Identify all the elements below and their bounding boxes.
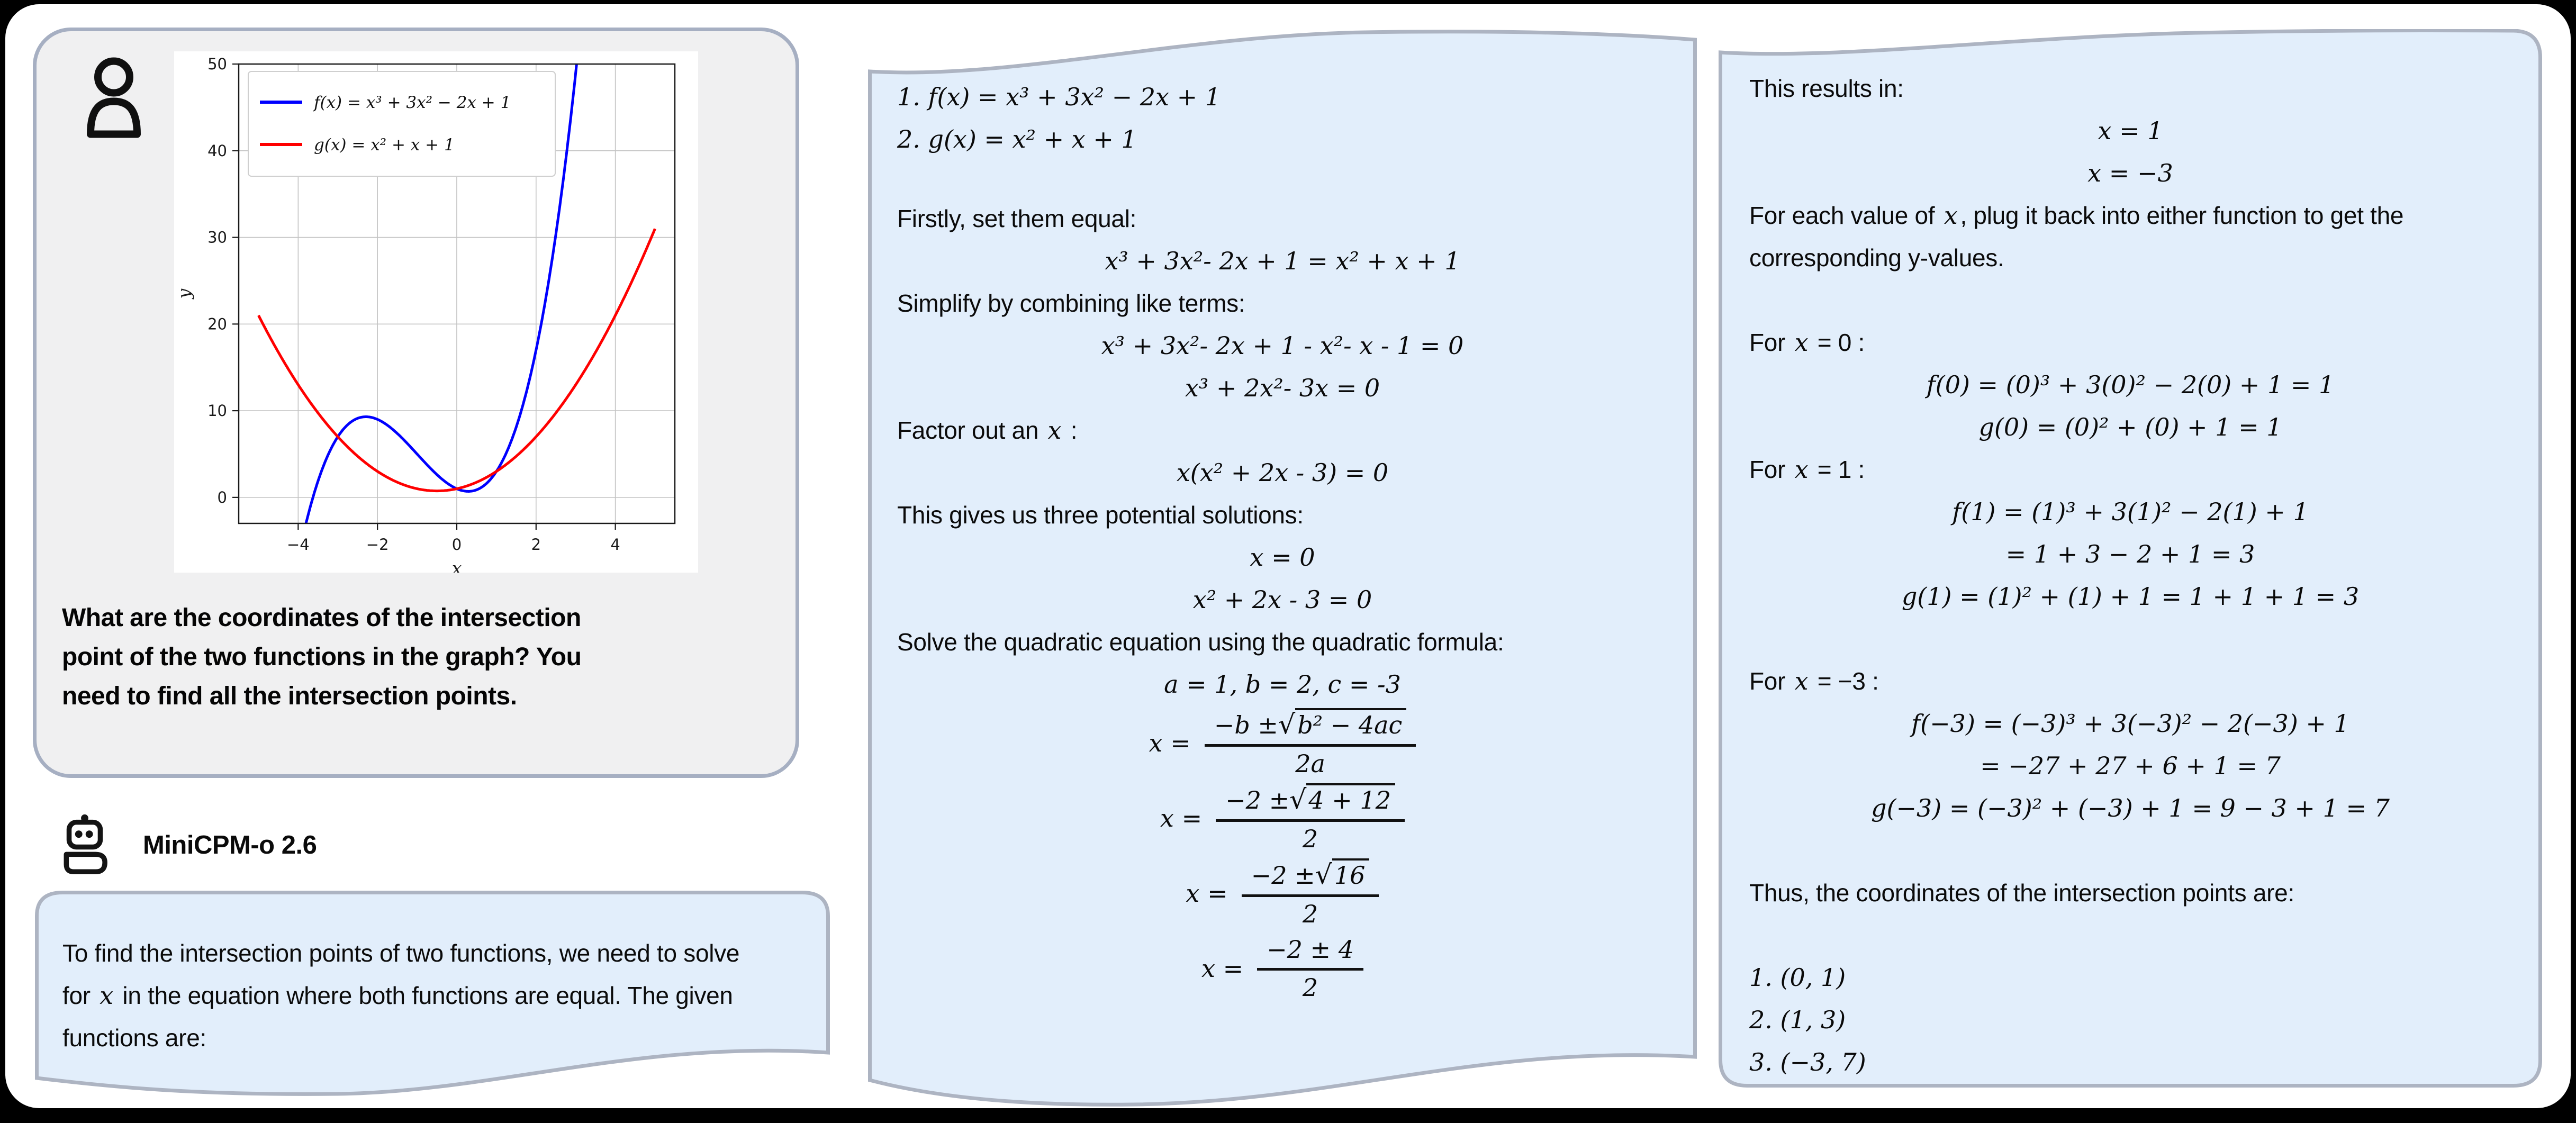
math-variable: x <box>1794 328 1809 357</box>
x-tick-label: −2 <box>366 536 389 554</box>
radical-sign: √ <box>1278 708 1296 740</box>
fraction-equation <box>897 931 1668 1006</box>
math-line: x³ + 2x²- 3x = 0 <box>1185 374 1380 402</box>
y-tick-label: 20 <box>207 315 227 333</box>
robot-icon <box>57 814 112 876</box>
chart-legend <box>248 71 555 176</box>
x-tick-label: 2 <box>531 536 541 554</box>
paragraph-text: This results in: <box>1749 75 1904 102</box>
fraction <box>1216 783 1405 853</box>
bubble-content <box>868 29 1697 1109</box>
spacer <box>897 160 1668 197</box>
person-icon <box>82 50 146 148</box>
y-tick-label: 0 <box>217 488 227 506</box>
paragraph-text: For each value of x , plug it back into either function to get the corresponding y-values. <box>1749 201 2404 271</box>
user-question-text: What are the coordinates of the intersection point of the two functions in the graph? You need to find all the intersection points. <box>62 604 582 710</box>
math-line: = −27 + 27 + 6 + 1 = 7 <box>1980 751 2281 780</box>
math-line: g(−3) = (−3)² + (−3) + 1 = 9 − 3 + 1 = 7 <box>1871 794 2390 822</box>
fraction-denominator: 2 <box>1216 819 1405 853</box>
math-line: 2. g(x) = x² + x + 1 <box>897 125 1137 153</box>
paragraph-text: For x = −3 : <box>1749 667 1879 695</box>
math-line: x = −3 <box>2087 159 2173 187</box>
spacer <box>1749 279 2511 321</box>
paragraph <box>897 409 1668 451</box>
math-line: x(x² + 2x - 3) = 0 <box>1176 458 1389 487</box>
fraction-numerator: −2 ± √ 4 + 12 <box>1216 783 1405 819</box>
math-line: x = 1 <box>2098 116 2163 145</box>
bubble-content <box>1719 29 2542 1088</box>
paragraph <box>1749 321 2511 364</box>
math-line: f(1) = (1)³ + 3(1)² − 2(1) + 1 <box>1952 497 2309 526</box>
paragraph <box>897 494 1668 536</box>
paragraph <box>1749 660 2511 702</box>
fraction-lhs: x = <box>1149 729 1191 757</box>
x-axis-label: x <box>451 558 462 573</box>
paragraph-text: Firstly, set them equal: <box>897 205 1137 232</box>
paragraph-text: For x = 0 : <box>1749 328 1865 357</box>
radical-sign: √ <box>1289 783 1307 815</box>
fraction-lhs: x = <box>1160 804 1203 832</box>
radical-sign: √ <box>1315 858 1332 890</box>
paragraph <box>1749 448 2511 491</box>
paragraph <box>897 282 1668 324</box>
math-variable: x <box>1047 416 1062 445</box>
math-variable: x <box>1944 201 1958 230</box>
math-line: f(0) = (0)³ + 3(0)² − 2(0) + 1 = 1 <box>1926 370 2335 399</box>
paragraph-text: Simplify by combining like terms: <box>897 289 1245 317</box>
paragraph-text: To find the intersection points of two functions, we need to solve for x in the equation where both functions are equal. The given functions are: <box>62 939 740 1052</box>
chart-svg <box>174 51 698 573</box>
spacer <box>1749 618 2511 660</box>
math-line: 1. (0, 1) <box>1749 963 1846 992</box>
math-line: x = 0 <box>1250 543 1315 572</box>
radicand: b² − 4ac <box>1295 708 1406 739</box>
fraction-denominator: 2 <box>1242 894 1379 928</box>
bubble-content <box>35 891 830 1099</box>
function-plot <box>174 51 698 573</box>
model-label-row <box>57 814 317 876</box>
y-tick-label: 30 <box>207 228 227 247</box>
math-variable: x <box>1794 667 1809 695</box>
model-response-bubble-1 <box>35 891 830 1099</box>
legend-entry: f(x) = x³ + 3x² − 2x + 1 <box>314 93 511 112</box>
x-tick-label: 0 <box>451 536 462 554</box>
model-name-label: MiniCPM-o 2.6 <box>143 831 317 859</box>
math-line: a = 1, b = 2, c = -3 <box>1164 670 1401 699</box>
math-variable: x <box>1794 455 1809 484</box>
fraction-denominator: 2a <box>1205 744 1416 778</box>
fraction <box>1205 708 1416 778</box>
model-response-bubble-2 <box>868 29 1697 1109</box>
model-response-bubble-3 <box>1719 29 2542 1088</box>
math-line: x² + 2x - 3 = 0 <box>1192 585 1372 614</box>
math-line: x³ + 3x²- 2x + 1 - x²- x - 1 = 0 <box>1101 331 1464 360</box>
math-line: = 1 + 3 − 2 + 1 = 3 <box>2005 540 2255 568</box>
math-line: 2. (1, 3) <box>1749 1006 1846 1034</box>
paragraph-text: Factor out an x : <box>897 416 1078 445</box>
math-line: 1. f(x) = x³ + 3x² − 2x + 1 <box>897 83 1221 111</box>
fraction-equation <box>897 781 1668 856</box>
x-tick-label: 4 <box>610 536 620 554</box>
math-line: f(−3) = (−3)³ + 3(−3)² − 2(−3) + 1 <box>1911 709 2349 738</box>
legend-entry: g(x) = x² + x + 1 <box>314 135 455 155</box>
math-variable: x <box>100 981 113 1010</box>
y-tick-label: 50 <box>207 55 227 73</box>
fraction <box>1257 936 1363 1002</box>
fraction-lhs: x = <box>1201 954 1244 983</box>
math-line: g(1) = (1)² + (1) + 1 = 1 + 1 + 1 = 3 <box>1901 582 2360 611</box>
radicand: 16 <box>1332 858 1370 890</box>
fraction-numerator: −2 ± 4 <box>1267 935 1354 964</box>
user-message-card <box>33 28 799 778</box>
paragraph <box>897 197 1668 240</box>
paragraph-text: This gives us three potential solutions: <box>897 501 1304 529</box>
fraction-denominator: 2 <box>1257 968 1363 1002</box>
paragraph-text: For x = 1 : <box>1749 455 1865 484</box>
fraction-lhs: x = <box>1186 879 1228 908</box>
paragraph <box>62 932 802 1059</box>
spacer <box>1749 829 2511 872</box>
spacer <box>1749 914 2511 956</box>
fraction-equation <box>897 705 1668 781</box>
paragraph-text: Thus, the coordinates of the intersection points are: <box>1749 879 2294 907</box>
radicand: 4 + 12 <box>1306 783 1395 814</box>
math-line: x³ + 3x²- 2x + 1 = x² + x + 1 <box>1105 247 1460 275</box>
fraction-numerator: −2 ± √ 16 <box>1242 858 1379 894</box>
fraction <box>1242 858 1379 928</box>
x-tick-label: −4 <box>286 536 310 554</box>
paragraph <box>1749 872 2511 914</box>
math-line: 3. (−3, 7) <box>1749 1048 1866 1076</box>
paragraph <box>1749 67 2511 110</box>
fraction-equation <box>897 856 1668 931</box>
y-axis-label: y <box>174 288 194 299</box>
fraction-numerator: −b ± √ b² − 4ac <box>1205 708 1416 744</box>
y-tick-label: 10 <box>207 402 227 420</box>
y-tick-label: 40 <box>207 141 227 160</box>
paragraph-text: Solve the quadratic equation using the quadratic formula: <box>897 628 1504 656</box>
paragraph <box>1749 194 2511 279</box>
math-line: g(0) = (0)² + (0) + 1 = 1 <box>1978 413 2282 441</box>
paragraph <box>897 621 1668 663</box>
